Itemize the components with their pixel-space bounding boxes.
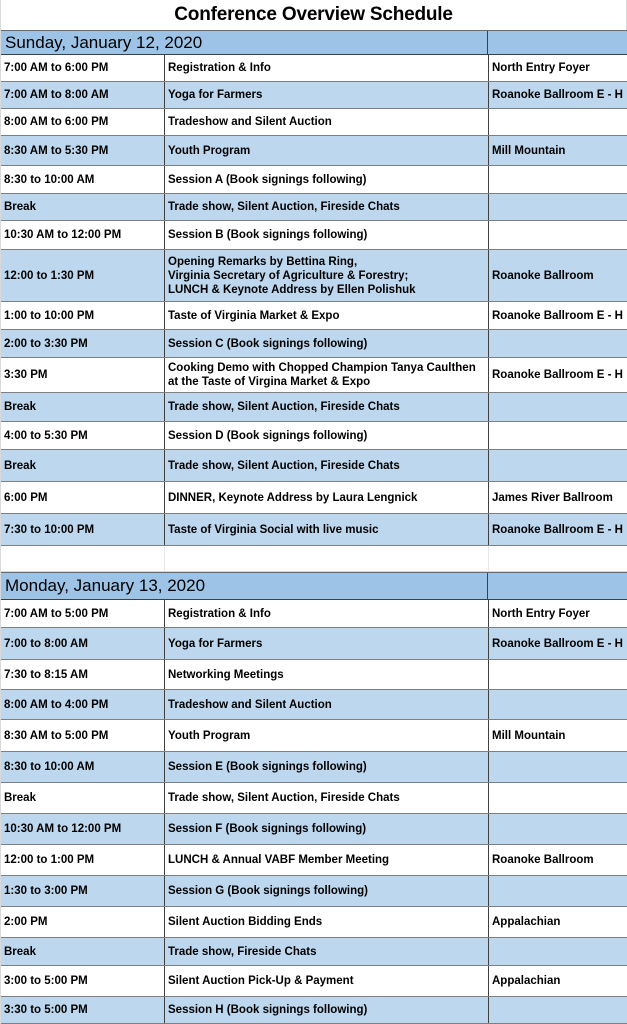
location-cell bbox=[488, 221, 627, 249]
event-cell: Trade show, Silent Auction, Fireside Chats bbox=[164, 393, 488, 421]
location-cell: Mill Mountain bbox=[488, 720, 627, 751]
table-row bbox=[1, 876, 627, 907]
time-cell: 10:30 AM to 12:00 PM bbox=[4, 823, 122, 835]
location-cell: Appalachian bbox=[488, 966, 627, 996]
location-cell: Roanoke Ballroom E - H bbox=[488, 628, 627, 659]
location-cell bbox=[488, 660, 627, 689]
event-cell: Session H (Book signings following) bbox=[164, 997, 488, 1023]
table-row bbox=[1, 966, 627, 997]
location-cell bbox=[488, 752, 627, 782]
event-cell: Session A (Book signings following) bbox=[164, 166, 488, 193]
table-row bbox=[1, 720, 627, 752]
location-cell bbox=[488, 330, 627, 357]
event-cell: Registration & Info bbox=[164, 600, 488, 627]
event-cell: Tradeshow and Silent Auction bbox=[164, 690, 488, 719]
event-cell: Youth Program bbox=[164, 136, 488, 165]
time-cell: Break bbox=[4, 459, 36, 472]
table-row bbox=[1, 845, 627, 876]
event-cell: Trade show, Silent Auction, Fireside Chats bbox=[164, 194, 488, 220]
table-row bbox=[1, 783, 627, 814]
time-cell: 2:00 PM bbox=[4, 916, 48, 928]
location-cell bbox=[488, 997, 627, 1023]
spacer-row bbox=[1, 546, 627, 572]
time-cell: 3:30 PM bbox=[4, 369, 48, 381]
time-cell: 7:00 AM to 8:00 AM bbox=[4, 89, 109, 101]
event-cell: Youth Program bbox=[164, 720, 488, 751]
table-row bbox=[1, 938, 627, 966]
time-cell: 8:30 to 10:00 AM bbox=[4, 761, 95, 773]
location-cell bbox=[488, 450, 627, 481]
table-row bbox=[1, 660, 627, 690]
time-cell: 7:00 to 8:00 AM bbox=[4, 637, 88, 650]
table-row bbox=[1, 422, 627, 450]
location-cell: Roanoke Ballroom bbox=[488, 250, 627, 301]
table-row bbox=[1, 221, 627, 250]
table-row bbox=[1, 482, 627, 514]
location-cell bbox=[488, 166, 627, 193]
location-cell bbox=[488, 393, 627, 421]
event-cell: LUNCH & Annual VABF Member Meeting bbox=[164, 845, 488, 875]
event-cell: Yoga for Farmers bbox=[164, 82, 488, 108]
event-cell: Tradeshow and Silent Auction bbox=[164, 109, 488, 135]
time-cell: 6:00 PM bbox=[4, 491, 48, 504]
event-cell: Session D (Book signings following) bbox=[164, 422, 488, 449]
time-cell: 1:30 to 3:00 PM bbox=[4, 885, 88, 897]
sunday-schedule bbox=[1, 55, 627, 546]
time-cell: 7:00 AM to 5:00 PM bbox=[4, 607, 109, 620]
table-row bbox=[1, 55, 627, 82]
table-row bbox=[1, 393, 627, 422]
location-cell bbox=[488, 814, 627, 844]
table-row bbox=[1, 814, 627, 845]
location-cell bbox=[488, 422, 627, 449]
event-cell: DINNER, Keynote Address by Laura Lengnick bbox=[164, 482, 488, 513]
location-cell bbox=[488, 876, 627, 906]
event-cell: Taste of Virginia Market & Expo bbox=[164, 302, 488, 329]
event-cell: Trade show, Fireside Chats bbox=[164, 938, 488, 965]
time-cell: 3:30 to 5:00 PM bbox=[4, 1004, 88, 1016]
location-cell: Roanoke Ballroom E - H bbox=[488, 302, 627, 329]
location-cell bbox=[488, 690, 627, 719]
table-row bbox=[1, 330, 627, 358]
location-cell bbox=[488, 938, 627, 965]
location-cell: Roanoke Ballroom E - H bbox=[488, 514, 627, 545]
event-cell: Yoga for Farmers bbox=[164, 628, 488, 659]
time-cell: Break bbox=[4, 401, 36, 413]
location-cell bbox=[488, 194, 627, 220]
event-cell: Session G (Book signings following) bbox=[164, 876, 488, 906]
day-header-sunday bbox=[1, 30, 627, 55]
time-cell: Break bbox=[4, 792, 36, 804]
monday-schedule bbox=[1, 600, 627, 1024]
table-row bbox=[1, 250, 627, 302]
table-row bbox=[1, 997, 627, 1024]
event-cell: Trade show, Silent Auction, Fireside Chats bbox=[164, 783, 488, 813]
table-row bbox=[1, 514, 627, 546]
event-cell: Session C (Book signings following) bbox=[164, 330, 488, 357]
time-cell: 8:00 AM to 6:00 PM bbox=[4, 116, 109, 128]
location-cell: Roanoke Ballroom E - H bbox=[488, 358, 627, 392]
event-cell: Trade show, Silent Auction, Fireside Chats bbox=[164, 450, 488, 481]
time-cell: 10:30 AM to 12:00 PM bbox=[4, 229, 122, 241]
table-row bbox=[1, 752, 627, 783]
time-cell: 4:00 to 5:30 PM bbox=[4, 429, 88, 442]
location-cell: Appalachian bbox=[488, 907, 627, 937]
time-cell: 8:30 AM to 5:00 PM bbox=[4, 729, 109, 742]
event-cell: Networking Meetings bbox=[164, 660, 488, 689]
time-cell: 8:30 AM to 5:30 PM bbox=[4, 144, 109, 157]
day-header-monday bbox=[1, 572, 627, 600]
time-cell: Break bbox=[4, 945, 36, 958]
time-cell: 3:00 to 5:00 PM bbox=[4, 975, 88, 987]
day-header-location-cell bbox=[487, 31, 627, 54]
event-cell: Silent Auction Bidding Ends bbox=[164, 907, 488, 937]
table-row bbox=[1, 194, 627, 221]
location-cell: North Entry Foyer bbox=[488, 55, 627, 81]
time-cell: Break bbox=[4, 201, 36, 213]
table-row bbox=[1, 907, 627, 938]
table-row bbox=[1, 109, 627, 136]
event-cell: Opening Remarks by Bettina Ring, Virginia Secretary of Agriculture & Forestry; LUNCH & Keynote Address by Ellen Polishuk bbox=[164, 250, 488, 301]
event-cell: Cooking Demo with Chopped Champion Tanya Caulthen at the Taste of Virgina Market & Expo bbox=[164, 358, 488, 392]
time-cell: 1:00 to 10:00 PM bbox=[4, 309, 95, 322]
location-cell bbox=[488, 109, 627, 135]
table-row bbox=[1, 600, 627, 628]
location-cell: North Entry Foyer bbox=[488, 600, 627, 627]
location-cell: Mill Mountain bbox=[488, 136, 627, 165]
table-row bbox=[1, 628, 627, 660]
page-title: Conference Overview Schedule bbox=[1, 0, 627, 30]
table-row bbox=[1, 358, 627, 393]
event-cell: Taste of Virginia Social with live music bbox=[164, 514, 488, 545]
table-row bbox=[1, 450, 627, 482]
event-cell: Registration & Info bbox=[164, 55, 488, 81]
location-cell: James River Ballroom bbox=[488, 482, 627, 513]
time-cell: 12:00 to 1:30 PM bbox=[4, 269, 95, 282]
day-label: Monday, January 13, 2020 bbox=[5, 576, 206, 595]
time-cell: 2:00 to 3:30 PM bbox=[4, 337, 88, 350]
location-cell: Roanoke Ballroom E - H bbox=[488, 82, 627, 108]
event-cell: Session B (Book signings following) bbox=[164, 221, 488, 249]
location-cell bbox=[488, 783, 627, 813]
time-cell: 12:00 to 1:00 PM bbox=[4, 854, 95, 866]
location-cell: Roanoke Ballroom bbox=[488, 845, 627, 875]
time-cell: 7:30 to 8:15 AM bbox=[4, 668, 88, 681]
event-cell: Session E (Book signings following) bbox=[164, 752, 488, 782]
table-row bbox=[1, 82, 627, 109]
time-cell: 8:00 AM to 4:00 PM bbox=[4, 698, 109, 711]
event-cell: Session F (Book signings following) bbox=[164, 814, 488, 844]
event-cell: Silent Auction Pick-Up & Payment bbox=[164, 966, 488, 996]
table-row bbox=[1, 136, 627, 166]
table-row bbox=[1, 690, 627, 720]
table-row bbox=[1, 302, 627, 330]
day-header-location-cell bbox=[487, 573, 627, 599]
time-cell: 7:00 AM to 6:00 PM bbox=[4, 62, 109, 74]
day-label: Sunday, January 12, 2020 bbox=[5, 32, 203, 52]
table-row bbox=[1, 166, 627, 194]
time-cell: 8:30 to 10:00 AM bbox=[4, 173, 95, 186]
time-cell: 7:30 to 10:00 PM bbox=[4, 523, 95, 536]
